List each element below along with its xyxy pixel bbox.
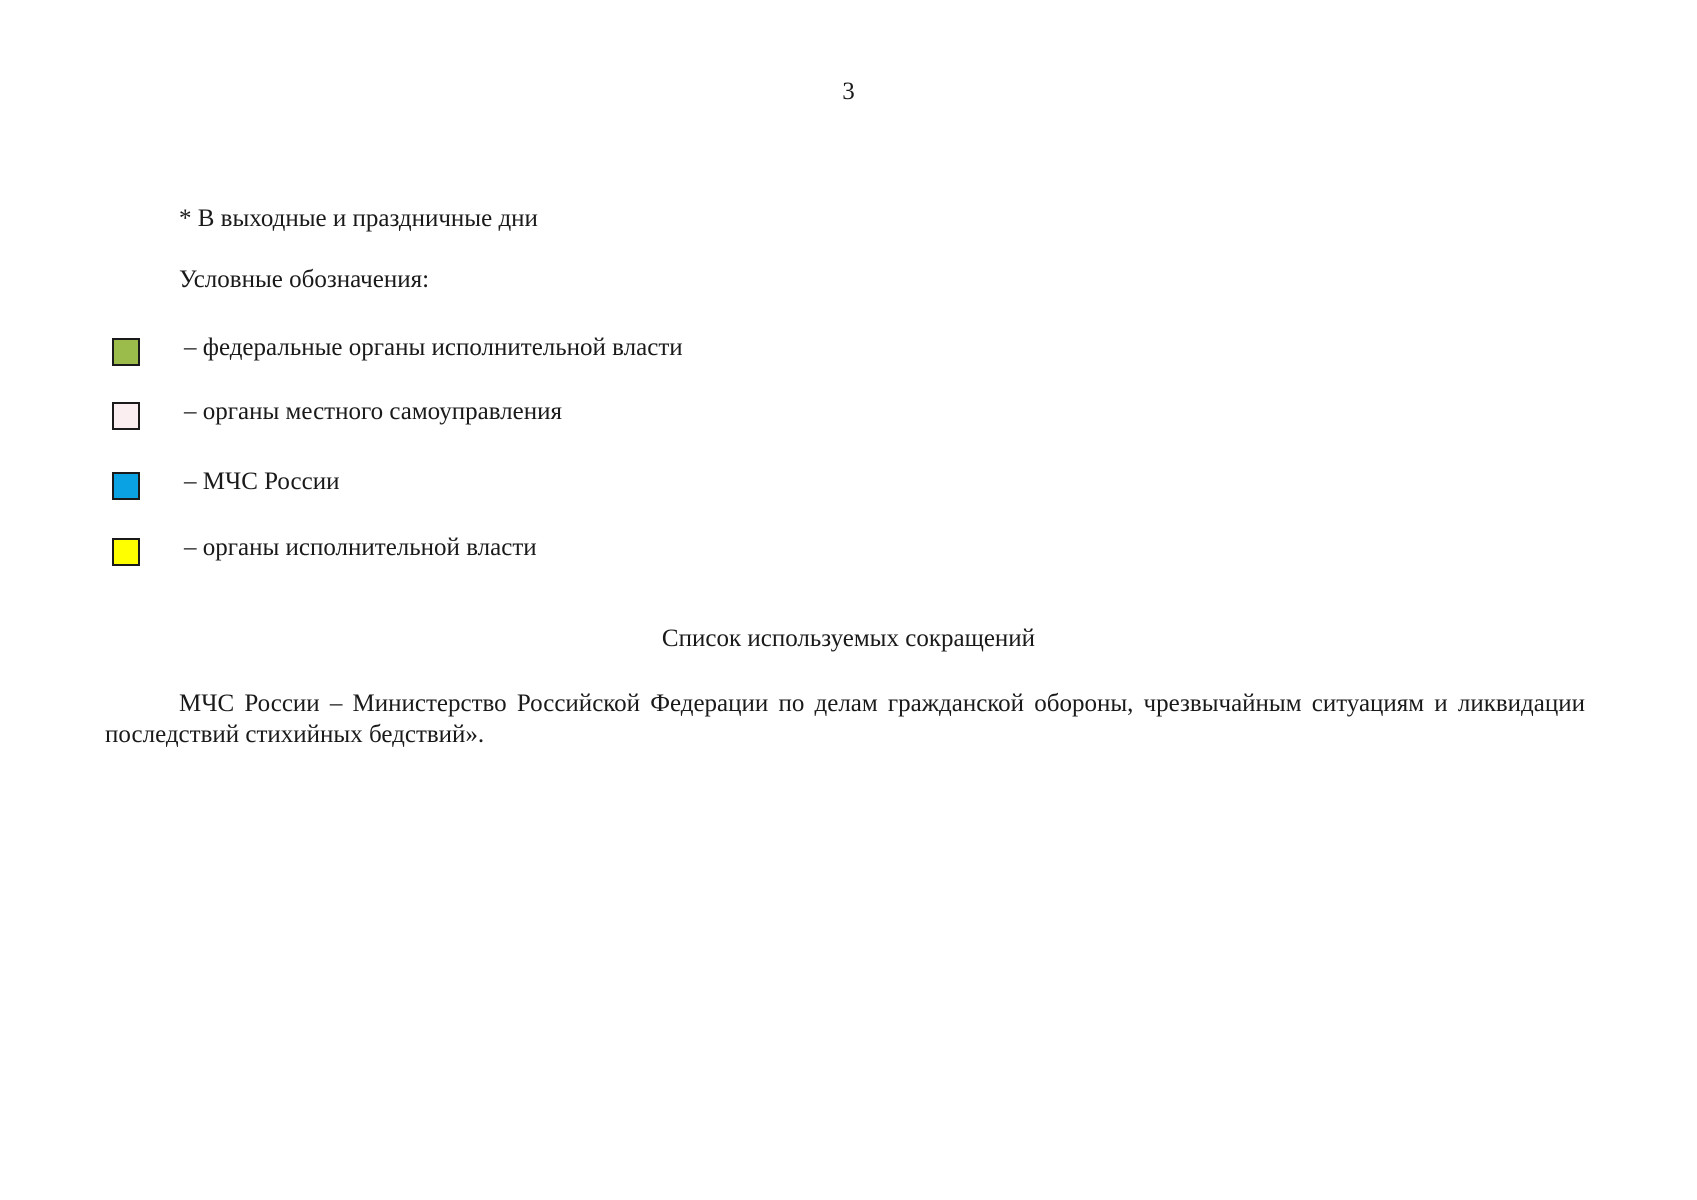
footnote: * В выходные и праздничные дни xyxy=(179,205,538,232)
abbreviations-text: МЧС России – Министерство Российской Федерации по делам гражданской обороны, чрезвычайным ситуациям и ликвидации последствий стихийных бедствий». xyxy=(105,690,1585,748)
legend-label-federal: – федеральные органы исполнительной власти xyxy=(184,334,683,361)
legend-swatch-executive xyxy=(112,538,140,566)
legend-label-executive: – органы исполнительной власти xyxy=(184,534,537,561)
abbreviations-heading: Список используемых сокращений xyxy=(661,625,1036,652)
legend-swatch-federal xyxy=(112,338,140,366)
legend-title: Условные обозначения: xyxy=(179,266,430,293)
legend-label-mchs: – МЧС России xyxy=(184,468,340,495)
page-number: 3 xyxy=(842,78,855,105)
legend-swatch-local xyxy=(112,402,140,430)
legend-label-local: – органы местного самоуправления xyxy=(184,398,562,425)
legend-swatch-mchs xyxy=(112,472,140,500)
